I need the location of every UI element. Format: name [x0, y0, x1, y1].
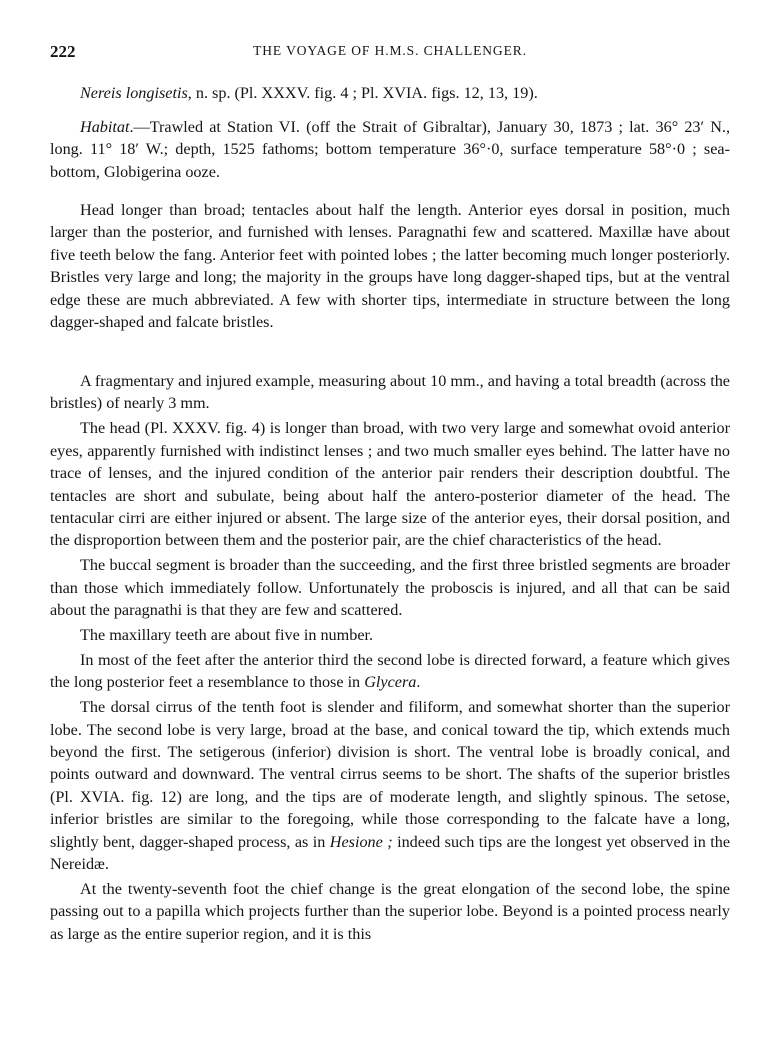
species-name: Nereis longisetis	[80, 84, 188, 102]
paragraph-buccal-segment: The buccal segment is broader than the succeeding, and the first three bristled segments are broader than those which immediately follow. Unfortunately the proboscis is injured, and all that can be said about the paragnathi is that they are few and scattered.	[50, 556, 730, 620]
paragraph-tenth-foot-text: The dorsal cirrus of the tenth foot is slender and filiform, and somewhat shorter than the superior lobe. The second lobe is very large, broad at the base, and conical toward the tip, which extends much beyond the first. The setigerous (inferior) division is short. The ventral lobe is broadly conical, and points outward and downward. The ventral cirrus seems to be short. The shafts of the superior bristles (Pl. XVIA. fig. 12) are long, and the tips are of moderate length, and slightly spinous. The setose, inferior bristles are similar to the foregoing, while those corresponding to the falcate have a long, slightly bent, dagger-shaped process, as in	[50, 698, 730, 851]
habitat-text: .—Trawled at Station VI. (off the Strait of Gibraltar), January 30, 1873 ; lat. 36° 23′ N., long. 11° 18′ W.; depth, 1525 fathoms; bottom temperature 36°·0, surface temperature 58°·0 ; sea-bottom, Globigerina ooze.	[50, 118, 730, 181]
body-text	[50, 370, 730, 948]
habitat-paragraph	[50, 116, 730, 183]
paragraph-feet-text: In most of the feet after the anterior third the second lobe is directed forward, a feature which gives the long posterior feet a resemblance to those in	[50, 650, 730, 692]
paragraph-specimen: A fragmentary and injured example, measuring about 10 mm., and having a total breadth (across the bristles) of nearly 3 mm.	[50, 372, 730, 413]
genus-hesione: Hesione ;	[329, 832, 393, 851]
species-reference: , n. sp. (Pl. XXXV. fig. 4 ; Pl. XVIA. figs. 12, 13, 19).	[187, 84, 538, 102]
diagnosis-paragraph	[50, 199, 730, 333]
species-heading	[50, 82, 730, 104]
paragraph-maxillary-teeth: The maxillary teeth are about five in number.	[80, 625, 374, 644]
paragraph-feet-end: .	[416, 673, 421, 692]
diagnosis-text: Head longer than broad; tentacles about half the length. Anterior eyes dorsal in position, much larger than the posterior, and furnished with lenses. Paragnathi few and scattered. Maxillæ have about five teeth below the fang. Anterior feet with pointed lobes ; the latter becoming much longer posteriorly. Bristles very large and long; the majority in the groups have long dagger-shaped tips, but at the ventral edge these are much abbreviated. A few with shorter tips, intermediate in structure between the long dagger-shaped and falcate bristles.	[50, 201, 730, 332]
genus-glycera: Glycera	[364, 673, 417, 692]
running-head	[50, 42, 730, 66]
paragraph-tenth-foot-end: indeed such tips are the longest yet observed in the Nereidæ.	[50, 832, 731, 874]
paragraph-tenth-foot	[50, 696, 730, 875]
paragraph-twenty-seventh-foot: At the twenty-seventh foot the chief change is the great elongation of the second lobe, the spine passing out to a papilla which projects further than the superior lobe. Beyond is a pointed process nearly as large as the entire superior region, and it is this	[50, 879, 730, 943]
running-title: THE VOYAGE OF H.M.S. CHALLENGER.	[253, 43, 527, 58]
paragraph-head: The head (Pl. XXXV. fig. 4) is longer than broad, with two very large and somewhat ovoid anterior eyes, apparently furnished with indistinct lenses ; and two much smaller eyes behind. The latter have no trace of lenses, and the injured condition of the anterior pair renders their description doubtful. The tentacles are short and subulate, being about half the antero-posterior diameter of the head. The tentacular cirri are either injured or absent. The large size of the anterior eyes, their dorsal position, and the disproportion between them and the posterior pair, are the chief characteristics of the head.	[50, 419, 730, 550]
page-number: 222	[50, 42, 76, 61]
habitat-label: Habitat	[80, 118, 130, 136]
paragraph-feet	[50, 649, 730, 694]
